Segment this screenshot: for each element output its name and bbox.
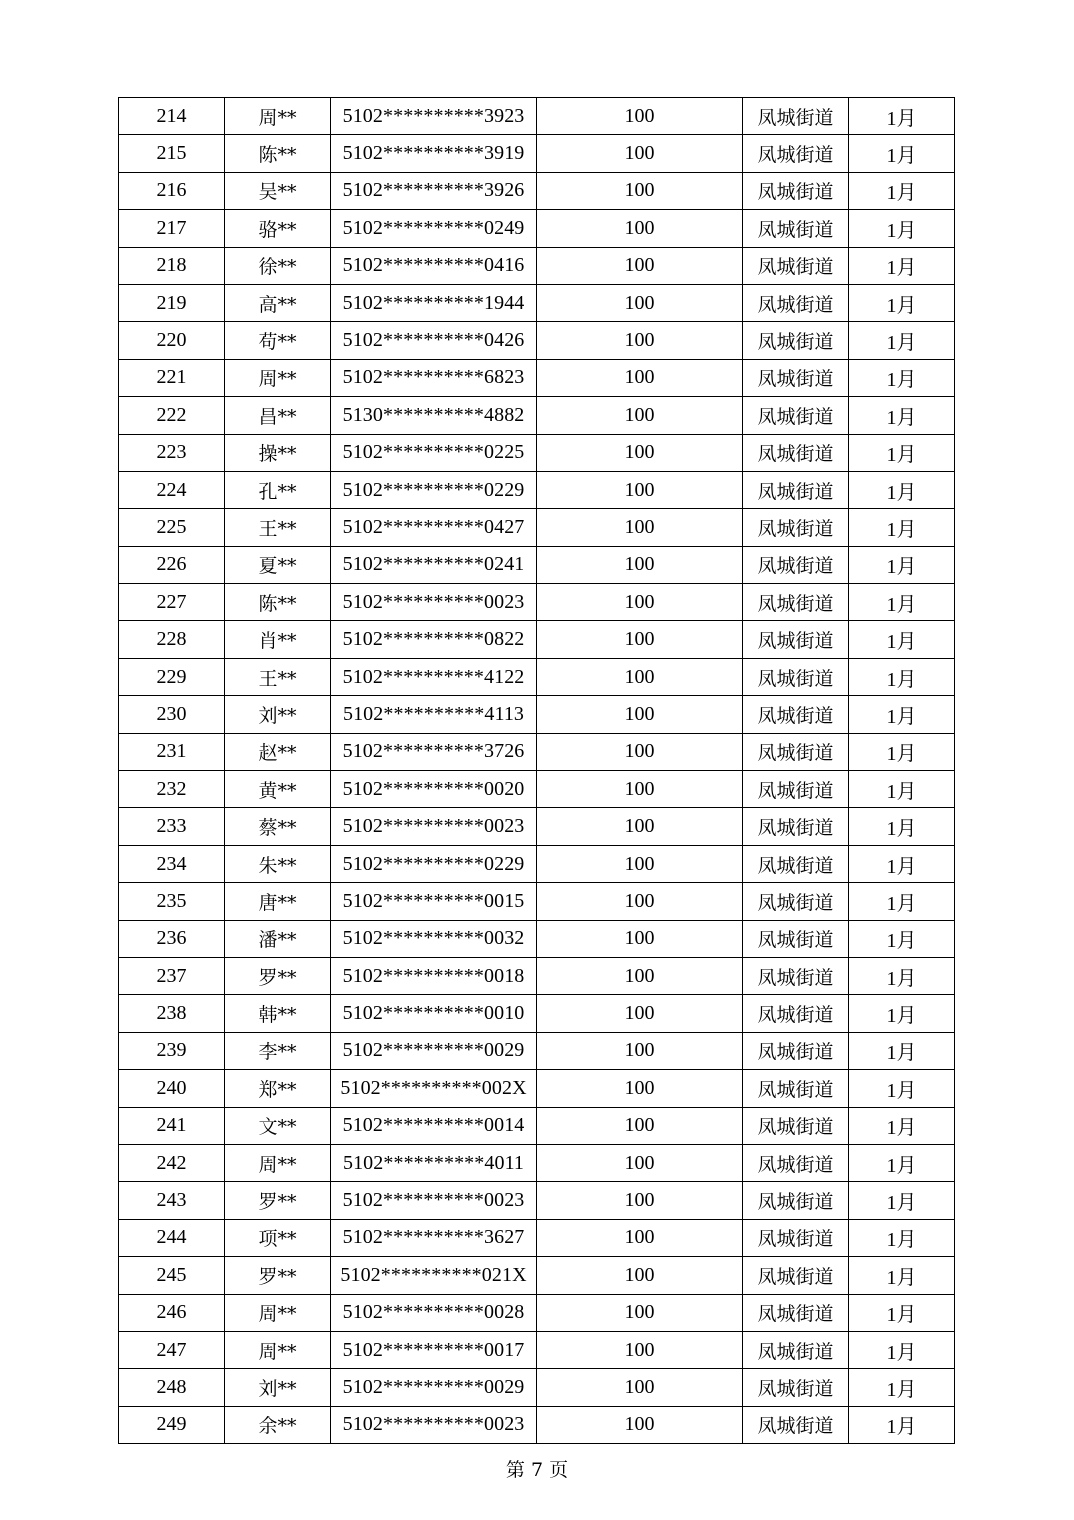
row-number-cell: 231: [119, 733, 225, 770]
page-footer: [0, 1455, 1074, 1482]
row-number-cell: 228: [119, 621, 225, 658]
row-number-cell: 244: [119, 1219, 225, 1256]
id-number-cell: 5102**********4113: [331, 696, 537, 733]
amount-cell: 100: [537, 359, 743, 396]
amount-cell: 100: [537, 1369, 743, 1406]
id-number-cell: 5102**********002X: [331, 1070, 537, 1107]
month-cell: 1月: [849, 359, 955, 396]
street-cell: 凤城街道: [743, 135, 849, 172]
street-cell: 凤城街道: [743, 1406, 849, 1443]
beneficiary-table: [118, 97, 955, 1444]
street-cell: 凤城街道: [743, 696, 849, 733]
month-cell: 1月: [849, 247, 955, 284]
name-cell: 吴**: [225, 172, 331, 209]
id-number-cell: 5102**********4122: [331, 658, 537, 695]
name-cell: 操**: [225, 434, 331, 471]
table-row: [119, 1406, 955, 1443]
row-number-cell: 245: [119, 1257, 225, 1294]
month-cell: 1月: [849, 546, 955, 583]
name-cell: 高**: [225, 284, 331, 321]
row-number-cell: 222: [119, 397, 225, 434]
name-cell: 郑**: [225, 1070, 331, 1107]
row-number-cell: 242: [119, 1144, 225, 1181]
table-row: [119, 584, 955, 621]
id-number-cell: 5102**********3627: [331, 1219, 537, 1256]
table-row: [119, 210, 955, 247]
street-cell: 凤城街道: [743, 995, 849, 1032]
month-cell: 1月: [849, 1294, 955, 1331]
month-cell: 1月: [849, 284, 955, 321]
row-number-cell: 223: [119, 434, 225, 471]
table-row: [119, 1032, 955, 1069]
id-number-cell: 5102**********6823: [331, 359, 537, 396]
name-cell: 周**: [225, 98, 331, 135]
street-cell: 凤城街道: [743, 733, 849, 770]
id-number-cell: 5102**********0023: [331, 1406, 537, 1443]
row-number-cell: 240: [119, 1070, 225, 1107]
row-number-cell: 218: [119, 247, 225, 284]
amount-cell: 100: [537, 98, 743, 135]
amount-cell: 100: [537, 1219, 743, 1256]
street-cell: 凤城街道: [743, 322, 849, 359]
page-number: 7: [530, 1459, 544, 1481]
id-number-cell: 5102**********0249: [331, 210, 537, 247]
amount-cell: 100: [537, 546, 743, 583]
table-row: [119, 696, 955, 733]
street-cell: 凤城街道: [743, 1331, 849, 1368]
name-cell: 文**: [225, 1107, 331, 1144]
amount-cell: 100: [537, 1032, 743, 1069]
row-number-cell: 249: [119, 1406, 225, 1443]
row-number-cell: 230: [119, 696, 225, 733]
amount-cell: 100: [537, 471, 743, 508]
amount-cell: 100: [537, 1257, 743, 1294]
name-cell: 刘**: [225, 696, 331, 733]
amount-cell: 100: [537, 584, 743, 621]
amount-cell: 100: [537, 771, 743, 808]
id-number-cell: 5102**********0023: [331, 1182, 537, 1219]
table-row: [119, 247, 955, 284]
month-cell: 1月: [849, 1182, 955, 1219]
row-number-cell: 234: [119, 845, 225, 882]
table-row: [119, 808, 955, 845]
month-cell: 1月: [849, 98, 955, 135]
month-cell: 1月: [849, 845, 955, 882]
name-cell: 夏**: [225, 546, 331, 583]
id-number-cell: 5102**********0015: [331, 883, 537, 920]
month-cell: 1月: [849, 1070, 955, 1107]
name-cell: 余**: [225, 1406, 331, 1443]
id-number-cell: 5102**********021X: [331, 1257, 537, 1294]
id-number-cell: 5102**********3726: [331, 733, 537, 770]
row-number-cell: 220: [119, 322, 225, 359]
street-cell: 凤城街道: [743, 883, 849, 920]
id-number-cell: 5102**********0029: [331, 1369, 537, 1406]
month-cell: 1月: [849, 1406, 955, 1443]
month-cell: 1月: [849, 957, 955, 994]
table-row: [119, 733, 955, 770]
name-cell: 周**: [225, 1144, 331, 1181]
street-cell: 凤城街道: [743, 1107, 849, 1144]
id-number-cell: 5102**********0018: [331, 957, 537, 994]
name-cell: 周**: [225, 1294, 331, 1331]
month-cell: 1月: [849, 658, 955, 695]
name-cell: 罗**: [225, 1182, 331, 1219]
street-cell: 凤城街道: [743, 845, 849, 882]
amount-cell: 100: [537, 808, 743, 845]
name-cell: 陈**: [225, 584, 331, 621]
amount-cell: 100: [537, 210, 743, 247]
id-number-cell: 5102**********0426: [331, 322, 537, 359]
month-cell: 1月: [849, 883, 955, 920]
table-body: [119, 98, 955, 1444]
id-number-cell: 5102**********3919: [331, 135, 537, 172]
street-cell: 凤城街道: [743, 471, 849, 508]
amount-cell: 100: [537, 696, 743, 733]
amount-cell: 100: [537, 845, 743, 882]
street-cell: 凤城街道: [743, 1369, 849, 1406]
amount-cell: 100: [537, 658, 743, 695]
table-row: [119, 1369, 955, 1406]
table-row: [119, 1070, 955, 1107]
street-cell: 凤城街道: [743, 1257, 849, 1294]
amount-cell: 100: [537, 1331, 743, 1368]
street-cell: 凤城街道: [743, 546, 849, 583]
row-number-cell: 246: [119, 1294, 225, 1331]
row-number-cell: 215: [119, 135, 225, 172]
id-number-cell: 5102**********0229: [331, 845, 537, 882]
street-cell: 凤城街道: [743, 434, 849, 471]
row-number-cell: 248: [119, 1369, 225, 1406]
id-number-cell: 5102**********0416: [331, 247, 537, 284]
street-cell: 凤城街道: [743, 621, 849, 658]
amount-cell: 100: [537, 1294, 743, 1331]
id-number-cell: 5102**********0010: [331, 995, 537, 1032]
name-cell: 苟**: [225, 322, 331, 359]
month-cell: 1月: [849, 995, 955, 1032]
row-number-cell: 224: [119, 471, 225, 508]
table-row: [119, 471, 955, 508]
street-cell: 凤城街道: [743, 1070, 849, 1107]
id-number-cell: 5102**********0822: [331, 621, 537, 658]
table-row: [119, 883, 955, 920]
name-cell: 刘**: [225, 1369, 331, 1406]
month-cell: 1月: [849, 210, 955, 247]
amount-cell: 100: [537, 920, 743, 957]
month-cell: 1月: [849, 733, 955, 770]
table-row: [119, 1294, 955, 1331]
amount-cell: 100: [537, 397, 743, 434]
street-cell: 凤城街道: [743, 172, 849, 209]
amount-cell: 100: [537, 284, 743, 321]
id-number-cell: 5102**********4011: [331, 1144, 537, 1181]
name-cell: 徐**: [225, 247, 331, 284]
street-cell: 凤城街道: [743, 397, 849, 434]
name-cell: 周**: [225, 359, 331, 396]
street-cell: 凤城街道: [743, 658, 849, 695]
page-label-suffix: 页: [549, 1459, 569, 1481]
month-cell: 1月: [849, 1257, 955, 1294]
table-row: [119, 1144, 955, 1181]
name-cell: 项**: [225, 1219, 331, 1256]
table-row: [119, 845, 955, 882]
id-number-cell: 5102**********0029: [331, 1032, 537, 1069]
street-cell: 凤城街道: [743, 359, 849, 396]
month-cell: 1月: [849, 1107, 955, 1144]
month-cell: 1月: [849, 471, 955, 508]
table-row: [119, 1331, 955, 1368]
month-cell: 1月: [849, 1032, 955, 1069]
amount-cell: 100: [537, 1406, 743, 1443]
row-number-cell: 233: [119, 808, 225, 845]
amount-cell: 100: [537, 1107, 743, 1144]
amount-cell: 100: [537, 1182, 743, 1219]
month-cell: 1月: [849, 172, 955, 209]
name-cell: 蔡**: [225, 808, 331, 845]
id-number-cell: 5130**********4882: [331, 397, 537, 434]
row-number-cell: 241: [119, 1107, 225, 1144]
row-number-cell: 238: [119, 995, 225, 1032]
row-number-cell: 225: [119, 509, 225, 546]
id-number-cell: 5102**********0014: [331, 1107, 537, 1144]
name-cell: 李**: [225, 1032, 331, 1069]
amount-cell: 100: [537, 621, 743, 658]
row-number-cell: 216: [119, 172, 225, 209]
row-number-cell: 232: [119, 771, 225, 808]
row-number-cell: 236: [119, 920, 225, 957]
row-number-cell: 247: [119, 1331, 225, 1368]
id-number-cell: 5102**********0427: [331, 509, 537, 546]
street-cell: 凤城街道: [743, 284, 849, 321]
row-number-cell: 226: [119, 546, 225, 583]
id-number-cell: 5102**********0032: [331, 920, 537, 957]
street-cell: 凤城街道: [743, 247, 849, 284]
street-cell: 凤城街道: [743, 584, 849, 621]
id-number-cell: 5102**********0241: [331, 546, 537, 583]
row-number-cell: 219: [119, 284, 225, 321]
name-cell: 陈**: [225, 135, 331, 172]
street-cell: 凤城街道: [743, 808, 849, 845]
street-cell: 凤城街道: [743, 1294, 849, 1331]
month-cell: 1月: [849, 920, 955, 957]
id-number-cell: 5102**********1944: [331, 284, 537, 321]
name-cell: 唐**: [225, 883, 331, 920]
table-row: [119, 771, 955, 808]
amount-cell: 100: [537, 995, 743, 1032]
table-row: [119, 322, 955, 359]
row-number-cell: 237: [119, 957, 225, 994]
table-row: [119, 1107, 955, 1144]
id-number-cell: 5102**********0023: [331, 808, 537, 845]
month-cell: 1月: [849, 1144, 955, 1181]
name-cell: 周**: [225, 1331, 331, 1368]
row-number-cell: 239: [119, 1032, 225, 1069]
street-cell: 凤城街道: [743, 1144, 849, 1181]
name-cell: 韩**: [225, 995, 331, 1032]
name-cell: 罗**: [225, 1257, 331, 1294]
row-number-cell: 217: [119, 210, 225, 247]
id-number-cell: 5102**********0229: [331, 471, 537, 508]
month-cell: 1月: [849, 1331, 955, 1368]
name-cell: 朱**: [225, 845, 331, 882]
table-row: [119, 135, 955, 172]
table-row: [119, 920, 955, 957]
table-row: [119, 397, 955, 434]
amount-cell: 100: [537, 1070, 743, 1107]
amount-cell: 100: [537, 733, 743, 770]
month-cell: 1月: [849, 322, 955, 359]
table-row: [119, 509, 955, 546]
amount-cell: 100: [537, 957, 743, 994]
table-row: [119, 434, 955, 471]
page-label-prefix: 第: [505, 1459, 525, 1481]
month-cell: 1月: [849, 771, 955, 808]
row-number-cell: 227: [119, 584, 225, 621]
street-cell: 凤城街道: [743, 771, 849, 808]
month-cell: 1月: [849, 135, 955, 172]
street-cell: 凤城街道: [743, 920, 849, 957]
month-cell: 1月: [849, 509, 955, 546]
name-cell: 王**: [225, 658, 331, 695]
table-row: [119, 621, 955, 658]
month-cell: 1月: [849, 434, 955, 471]
table-row: [119, 995, 955, 1032]
table-row: [119, 359, 955, 396]
amount-cell: 100: [537, 1144, 743, 1181]
row-number-cell: 229: [119, 658, 225, 695]
table-row: [119, 284, 955, 321]
id-number-cell: 5102**********0028: [331, 1294, 537, 1331]
id-number-cell: 5102**********3926: [331, 172, 537, 209]
amount-cell: 100: [537, 509, 743, 546]
table-row: [119, 1257, 955, 1294]
amount-cell: 100: [537, 434, 743, 471]
name-cell: 王**: [225, 509, 331, 546]
street-cell: 凤城街道: [743, 98, 849, 135]
month-cell: 1月: [849, 696, 955, 733]
street-cell: 凤城街道: [743, 210, 849, 247]
name-cell: 昌**: [225, 397, 331, 434]
id-number-cell: 5102**********0020: [331, 771, 537, 808]
id-number-cell: 5102**********0225: [331, 434, 537, 471]
name-cell: 骆**: [225, 210, 331, 247]
table-row: [119, 1219, 955, 1256]
amount-cell: 100: [537, 322, 743, 359]
name-cell: 赵**: [225, 733, 331, 770]
street-cell: 凤城街道: [743, 509, 849, 546]
street-cell: 凤城街道: [743, 1182, 849, 1219]
name-cell: 潘**: [225, 920, 331, 957]
row-number-cell: 221: [119, 359, 225, 396]
table-row: [119, 546, 955, 583]
table-row: [119, 98, 955, 135]
table-row: [119, 658, 955, 695]
table-row: [119, 172, 955, 209]
month-cell: 1月: [849, 808, 955, 845]
month-cell: 1月: [849, 621, 955, 658]
amount-cell: 100: [537, 247, 743, 284]
name-cell: 罗**: [225, 957, 331, 994]
month-cell: 1月: [849, 1219, 955, 1256]
id-number-cell: 5102**********0017: [331, 1331, 537, 1368]
row-number-cell: 235: [119, 883, 225, 920]
table-row: [119, 1182, 955, 1219]
street-cell: 凤城街道: [743, 1032, 849, 1069]
id-number-cell: 5102**********0023: [331, 584, 537, 621]
table-row: [119, 957, 955, 994]
month-cell: 1月: [849, 1369, 955, 1406]
row-number-cell: 214: [119, 98, 225, 135]
name-cell: 肖**: [225, 621, 331, 658]
street-cell: 凤城街道: [743, 1219, 849, 1256]
street-cell: 凤城街道: [743, 957, 849, 994]
amount-cell: 100: [537, 135, 743, 172]
row-number-cell: 243: [119, 1182, 225, 1219]
amount-cell: 100: [537, 883, 743, 920]
id-number-cell: 5102**********3923: [331, 98, 537, 135]
name-cell: 黄**: [225, 771, 331, 808]
name-cell: 孔**: [225, 471, 331, 508]
amount-cell: 100: [537, 172, 743, 209]
month-cell: 1月: [849, 397, 955, 434]
month-cell: 1月: [849, 584, 955, 621]
